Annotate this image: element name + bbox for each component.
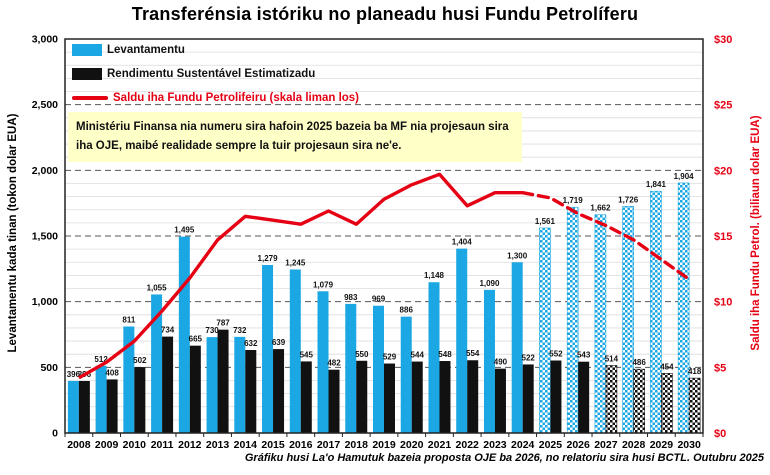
levantamentu-bar-label: 1,055 xyxy=(146,283,167,293)
rendimentu-bar xyxy=(689,378,700,433)
year-label: 2010 xyxy=(122,439,147,451)
year-label: 2014 xyxy=(233,439,257,451)
levantamentu-bar-label: 1,495 xyxy=(174,225,195,235)
levantamentu-bar xyxy=(456,249,467,433)
year-label: 2023 xyxy=(483,439,507,451)
levantamentu-bar xyxy=(567,207,578,433)
year-label: 2012 xyxy=(178,439,202,451)
levantamentu-bar xyxy=(234,337,245,433)
rendimentu-bar xyxy=(606,365,617,433)
rendimentu-bar-label: 418 xyxy=(687,367,702,377)
levantamentu-bar xyxy=(650,191,661,433)
rendimentu-bar xyxy=(550,361,561,433)
year-label: 2009 xyxy=(94,439,119,451)
rendimentu-bar xyxy=(578,362,589,433)
year-label: 2019 xyxy=(372,439,396,451)
levantamentu-bar-label: 1,726 xyxy=(618,195,639,205)
rendimentu-bar xyxy=(467,360,478,433)
rendimentu-bar xyxy=(107,379,118,433)
left-axis-tick: 3,000 xyxy=(31,33,58,46)
year-label: 2030 xyxy=(677,439,701,451)
rendimentu-bar-label: 529 xyxy=(382,352,397,362)
rendimentu-bar xyxy=(523,364,534,433)
bars xyxy=(67,172,702,433)
rendimentu-bar-label: 482 xyxy=(327,358,341,368)
year-label: 2018 xyxy=(344,439,368,451)
rendimentu-bar xyxy=(384,364,395,433)
levantamentu-bar-label: 730 xyxy=(205,326,219,336)
year-label: 2028 xyxy=(621,439,646,451)
year-label: 2026 xyxy=(566,439,590,451)
left-axis-label: Levantamentu kada tinan (tokon dolar EUA) xyxy=(7,113,19,353)
levantamentu-bar-label: 1,148 xyxy=(423,271,444,281)
right-axis-tick: $30 xyxy=(714,34,733,46)
year-label: 2013 xyxy=(205,439,230,451)
rendimentu-bar-label: 545 xyxy=(299,350,313,360)
left-axis-tick: 2,000 xyxy=(31,164,58,177)
legend-label: Saldu iha Fundu Petrolifeiru (skala liman los) xyxy=(113,92,360,104)
right-axis-tick: $25 xyxy=(714,99,733,112)
levantamentu-bar-label: 1,090 xyxy=(479,278,500,288)
rendimentu-bar xyxy=(245,350,256,433)
rendimentu-bar-label: 544 xyxy=(410,350,424,360)
annotation-box: Ministériu Finansa nia numeru sira hafoin 2025 bazeia ba MF nia projesaun sira iha OJE, maibé realidade sempre la tuir projesaun sira ne'e. xyxy=(68,112,522,162)
right-axis-tick: $20 xyxy=(714,165,733,178)
rendimentu-bar xyxy=(661,373,672,433)
legend-item-levantamentu xyxy=(72,38,359,62)
levantamentu-bar-label: 1,561 xyxy=(534,216,555,226)
rendimentu-bar-label: 490 xyxy=(493,357,508,367)
rendimentu-bar-label: 454 xyxy=(660,362,674,372)
levantamentu-bar xyxy=(595,215,606,433)
rendimentu-bar-label: 396 xyxy=(77,369,92,379)
rendimentu-bar xyxy=(301,361,312,433)
rendimentu-bar-label: 408 xyxy=(105,368,119,378)
rendimentu-bar-label: 522 xyxy=(521,353,535,363)
levantamentu-bar xyxy=(207,337,218,433)
levantamentu-bar-label: 1,300 xyxy=(507,251,528,261)
rendimentu-bar-label: 554 xyxy=(466,349,480,359)
rendimentu-bar-label: 734 xyxy=(160,325,175,335)
rendimentu-bar-label: 486 xyxy=(632,358,646,368)
levantamentu-swatch-icon xyxy=(72,44,102,56)
rendimentu-bar xyxy=(79,381,90,433)
levantamentu-bar xyxy=(262,265,273,433)
rendimentu-bar-label: 502 xyxy=(133,356,147,366)
source-caption: Gráfiku husi La'o Hamutuk bazeia proposta OJE ba 2026, no relatoriu sira husi BCTL. Outubru 2025 xyxy=(244,452,764,464)
year-label: 2017 xyxy=(316,439,341,451)
legend-item-saldu xyxy=(72,86,359,110)
year-label: 2027 xyxy=(594,439,618,451)
rendimentu-bar xyxy=(134,367,145,433)
year-label: 2016 xyxy=(289,439,313,451)
year-label: 2021 xyxy=(427,439,452,451)
levantamentu-bar xyxy=(401,317,412,433)
left-axis-tick: 1,500 xyxy=(31,230,58,243)
levantamentu-bar-label: 969 xyxy=(371,294,386,304)
levantamentu-bar-label: 1,079 xyxy=(313,280,334,290)
legend-label: Levantamentu xyxy=(107,44,185,56)
rendimentu-bar xyxy=(190,346,201,433)
right-axis-label: Saldu iha Fundu Petrol. (biliaun dolar EUA) xyxy=(750,115,762,351)
rendimentu-bar xyxy=(162,337,173,433)
levantamentu-bar-label: 886 xyxy=(399,305,413,315)
left-axis-tick: 0 xyxy=(52,427,58,440)
chart-title: Transferénsia istóriku no planeadu husi Fundu Petrolíferu xyxy=(131,4,639,24)
saldu-line-swatch-icon xyxy=(72,96,108,100)
levantamentu-bar-label: 732 xyxy=(233,325,247,335)
levantamentu-bar-label: 983 xyxy=(344,292,358,302)
year-label: 2024 xyxy=(511,439,535,451)
year-label: 2025 xyxy=(538,439,563,451)
rendimentu-bar-label: 550 xyxy=(355,349,369,359)
rendimentu-bar xyxy=(356,361,367,433)
rendimentu-bar xyxy=(273,349,284,433)
chart-legend xyxy=(72,38,359,110)
legend-label: Rendimentu Sustentável Estimatizadu xyxy=(107,68,316,80)
rendimentu-bar-label: 632 xyxy=(244,338,258,348)
left-axis-tick: 1,000 xyxy=(31,296,58,309)
levantamentu-bar-label: 1,904 xyxy=(673,171,694,181)
rendimentu-swatch-icon xyxy=(72,68,102,80)
rendimentu-bar-label: 548 xyxy=(438,350,452,360)
rendimentu-bar xyxy=(218,330,229,433)
rendimentu-bar xyxy=(439,361,450,433)
levantamentu-bar-label: 396 xyxy=(66,369,81,379)
x-axis-year-labels xyxy=(67,439,701,451)
levantamentu-bar xyxy=(539,228,550,433)
rendimentu-bar-label: 543 xyxy=(576,350,591,360)
rendimentu-bar xyxy=(329,370,340,433)
right-axis-tick: $5 xyxy=(714,362,727,375)
rendimentu-bar-label: 552 xyxy=(549,349,563,359)
year-label: 2022 xyxy=(455,439,479,451)
year-label: 2008 xyxy=(67,439,91,451)
levantamentu-bar xyxy=(678,183,689,433)
left-axis-tick: 2,500 xyxy=(31,99,58,112)
levantamentu-bar xyxy=(345,304,356,433)
rendimentu-bar-label: 639 xyxy=(271,338,286,348)
rendimentu-bar-label: 514 xyxy=(604,354,619,364)
left-axis-tick: 500 xyxy=(40,361,58,374)
levantamentu-bar-label: 1,404 xyxy=(451,237,472,247)
right-axis-tick: $0 xyxy=(714,428,727,440)
saldu-line-solid xyxy=(79,174,523,377)
levantamentu-bar-label: 1,245 xyxy=(285,258,306,268)
right-axis-tick: $10 xyxy=(714,296,733,309)
levantamentu-bar-label: 1,719 xyxy=(562,196,583,206)
year-label: 2020 xyxy=(400,439,424,451)
year-label: 2029 xyxy=(649,439,674,451)
levantamentu-bar-label: 1,662 xyxy=(590,203,611,213)
levantamentu-bar xyxy=(68,381,79,433)
levantamentu-bar-label: 1,841 xyxy=(645,180,666,190)
levantamentu-bar xyxy=(373,306,384,433)
levantamentu-bar-label: 1,279 xyxy=(257,254,278,264)
year-label: 2015 xyxy=(261,439,285,451)
rendimentu-bar xyxy=(634,369,645,433)
rendimentu-bar-label: 787 xyxy=(216,318,230,328)
rendimentu-bar xyxy=(412,362,423,433)
rendimentu-bar-label: 665 xyxy=(188,334,203,344)
levantamentu-bar xyxy=(512,262,523,433)
levantamentu-bar-label: 811 xyxy=(122,315,136,325)
right-axis-tick: $15 xyxy=(714,231,733,243)
rendimentu-bar xyxy=(495,369,506,433)
legend-item-rendimentu xyxy=(72,62,359,86)
year-label: 2011 xyxy=(150,439,174,451)
levantamentu-bar-label: 512 xyxy=(94,354,108,364)
